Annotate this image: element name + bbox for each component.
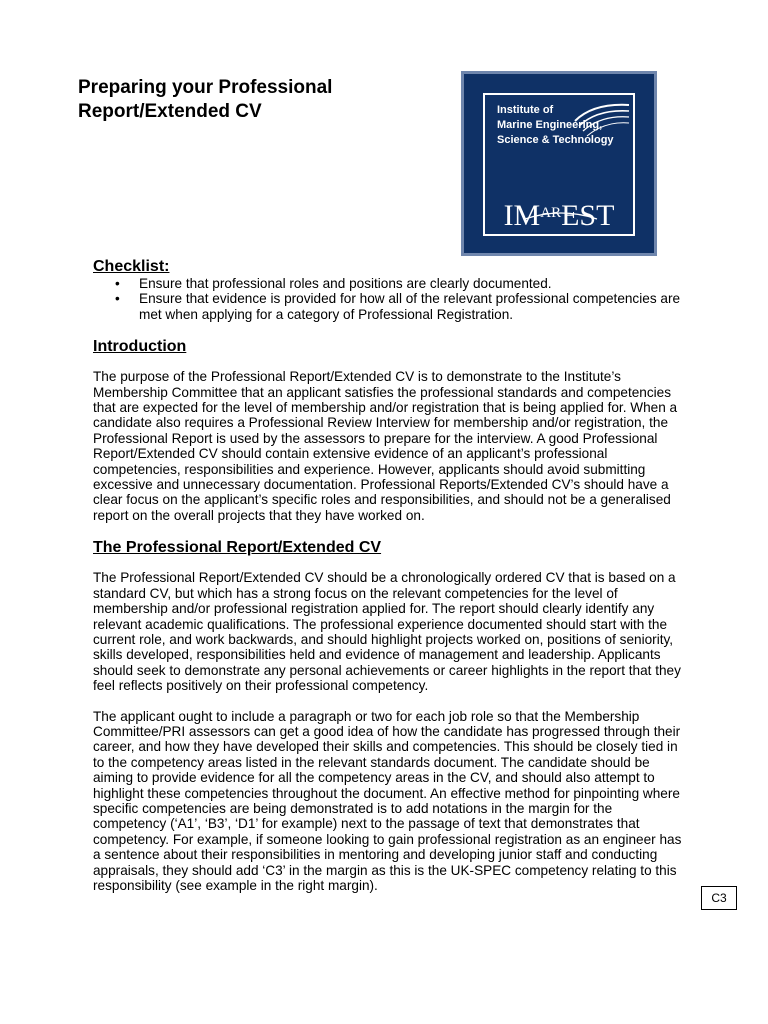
checklist xyxy=(93,276,683,322)
checklist-heading: Checklist: xyxy=(93,258,170,275)
introduction-paragraph: The purpose of the Professional Report/Extended CV is to demonstrate to the Institute’s Membership Committee that an applicant satisfies the professional standards and competencies that are expected for the level of membership and/or registration that is being applied for. When a candidate also requires a Professional Review Interview for membership and/or registration, the Professional Report is used by the assessors to prepare for the interview. A good Professional Report/Extended CV should contain extensive evidence of an applicant’s professional competencies, responsibilities and experience. However, applicants should avoid submitting excessive and unnecessary documentation. Professional Reports/Extended CV’s should have a clear focus on the applicant’s specific roles and responsibilities, and should not be a generalised report on the overall projects that they have worked on. xyxy=(93,369,678,523)
competency-margin-note: C3 xyxy=(701,886,737,910)
logo-frame xyxy=(483,93,635,236)
report-paragraph-1: The Professional Report/Extended CV should be a chronologically ordered CV that is based on a standard CV, but which has a strong focus on the relevant competencies for the level of membership and/or professional registration applied for. The report should clearly identify any relevant academic qualifications. The professional experience documented should start with the current role, and work backwards, and should highlight projects worked on, positions of seniority, skills developed, responsibilities held and evidence of management and leadership. Applicants should seek to demonstrate any personal achievements or career highlights in the report that they feel reflects positively on their professional competency. xyxy=(93,570,681,694)
logo-institute-name: Institute of Marine Engineering, Science & Technology xyxy=(497,104,614,146)
wave-icon xyxy=(573,99,631,139)
checklist-item: • Ensure that professional roles and positions are clearly documented. xyxy=(139,276,683,291)
swoosh-icon xyxy=(523,209,599,223)
logo-wordmark-ar: AR xyxy=(540,205,562,221)
report-paragraph-2: The applicant ought to include a paragraph or two for each job role so that the Membership Committee/PRI assessors can get a good idea of how the candidate has progressed through their career, and how they have developed their skills and competencies. This should be closely tied in to the competency areas listed in the relevant standards document. The candidate should be aiming to provide evidence for all the competency areas in the CV, and should also attempt to highlight these competencies throughout the document. An effective method for pinpointing where specific competencies are being demonstrated is to add notations in the margin for the competency (‘A1’, ‘B3’, ‘D1’ for example) next to the passage of text that demonstrates that competency. For example, if someone looking to gain professional registration as an engineer has a sentence about their responsibilities in mentoring and developing junior staff and conducting appraisals, they should add ‘C3’ in the margin as this is the UK-SPEC competency relating to this responsibility (see example in the right margin). xyxy=(93,708,682,893)
page-title: Preparing your Professional Report/Extended CV xyxy=(78,77,333,122)
logo-wordmark-im: IM xyxy=(503,199,541,232)
checklist-item: • Ensure that evidence is provided for how all of the relevant professional competencies are met when applying for a category of Professional Registration. xyxy=(139,291,683,322)
introduction-heading: Introduction xyxy=(93,338,187,356)
imarest-logo xyxy=(461,71,657,256)
document-body xyxy=(93,257,683,893)
logo-wordmark-est: EST xyxy=(561,199,615,232)
report-section-heading: The Professional Report/Extended CV xyxy=(93,539,382,557)
